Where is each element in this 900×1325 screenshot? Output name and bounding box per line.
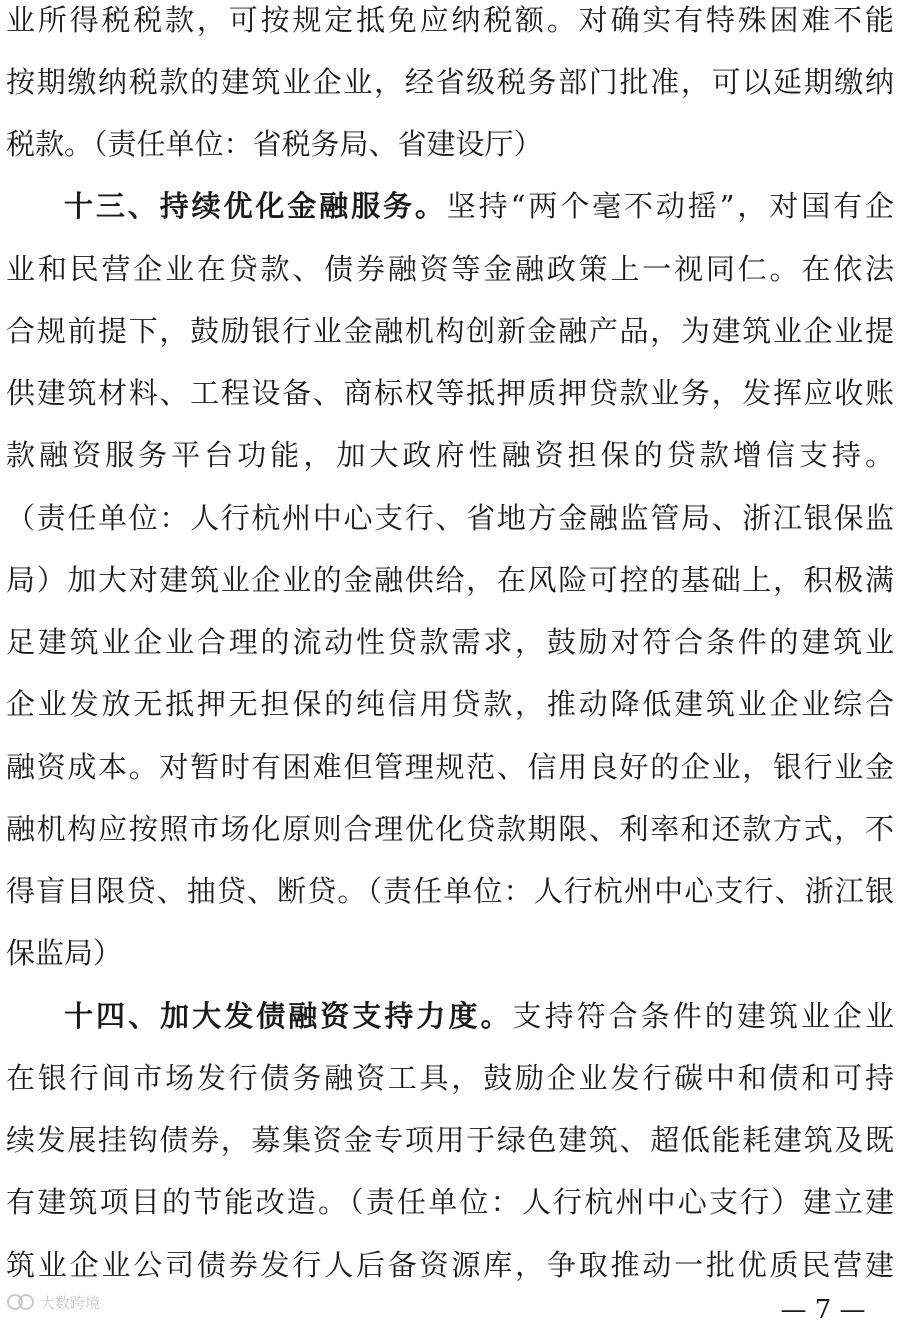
section-14-lead: 支持符合条件的建筑业企业 xyxy=(512,999,894,1033)
page-number: — 7 — xyxy=(780,1295,866,1325)
section-14-line xyxy=(64,996,894,1036)
text-line: 保监局） xyxy=(6,936,123,970)
text-line: 足建筑业企业合理的流动性贷款需求，鼓励对符合条件的建筑业 xyxy=(6,625,894,659)
watermark-logo-icon xyxy=(6,1293,36,1311)
section-13-lead: 坚持“两个毫不动摇”，对国有企 xyxy=(446,189,894,223)
text-line: 在银行间市场发行债务融资工具，鼓励企业发行碳中和债和可持 xyxy=(6,1061,894,1095)
section-14-heading: 十四、加大发债融资支持力度。 xyxy=(64,999,513,1033)
text-line: 税款。（责任单位：省税务局、省建设厅） xyxy=(6,127,543,161)
text-line: 款融资服务平台功能，加大政府性融资担保的贷款增信支持。 xyxy=(6,438,894,472)
watermark-text: 大数跨境 xyxy=(40,1293,101,1312)
section-13-heading: 十三、持续优化金融服务。 xyxy=(64,189,447,223)
text-line: 按期缴纳税款的建筑业企业，经省级税务部门批准，可以延期缴纳 xyxy=(6,65,894,99)
text-line: 融资成本。对暂时有困难但管理规范、信用良好的企业，银行业金 xyxy=(6,750,894,784)
text-line: 供建筑材料、工程设备、商标权等抵押质押贷款业务，发挥应收账 xyxy=(6,376,894,410)
section-13-line xyxy=(64,186,894,226)
text-line: 业和民营企业在贷款、债券融资等金融政策上一视同仁。在依法 xyxy=(6,252,894,286)
text-line: （责任单位：人行杭州中心支行、省地方金融监管局、浙江银保监 xyxy=(6,501,894,535)
text-line: 续发展挂钩债券，募集资金专项用于绿色建筑、超低能耗建筑及既 xyxy=(6,1123,894,1157)
text-line: 筑业企业公司债券发行人后备资源库，争取推动一批优质民营建 xyxy=(6,1248,894,1282)
text-line: 融机构应按照市场化原则合理优化贷款期限、利率和还款方式，不 xyxy=(6,812,894,846)
watermark xyxy=(6,1291,100,1313)
text-line: 局）加大对建筑业企业的金融供给，在风险可控的基础上，积极满 xyxy=(6,563,894,597)
text-line: 合规前提下，鼓励银行业金融机构创新金融产品，为建筑业企业提 xyxy=(6,314,894,348)
text-line: 企业发放无抵押无担保的纯信用贷款，推动降低建筑业企业综合 xyxy=(6,687,894,721)
text-line: 有建筑项目的节能改造。（责任单位：人行杭州中心支行）建立建 xyxy=(6,1185,894,1219)
text-line: 业所得税税款，可按规定抵免应纳税额。对确实有特殊困难不能 xyxy=(6,3,894,37)
text-line: 得盲目限贷、抽贷、断贷。（责任单位：人行杭州中心支行、浙江银 xyxy=(6,874,894,908)
